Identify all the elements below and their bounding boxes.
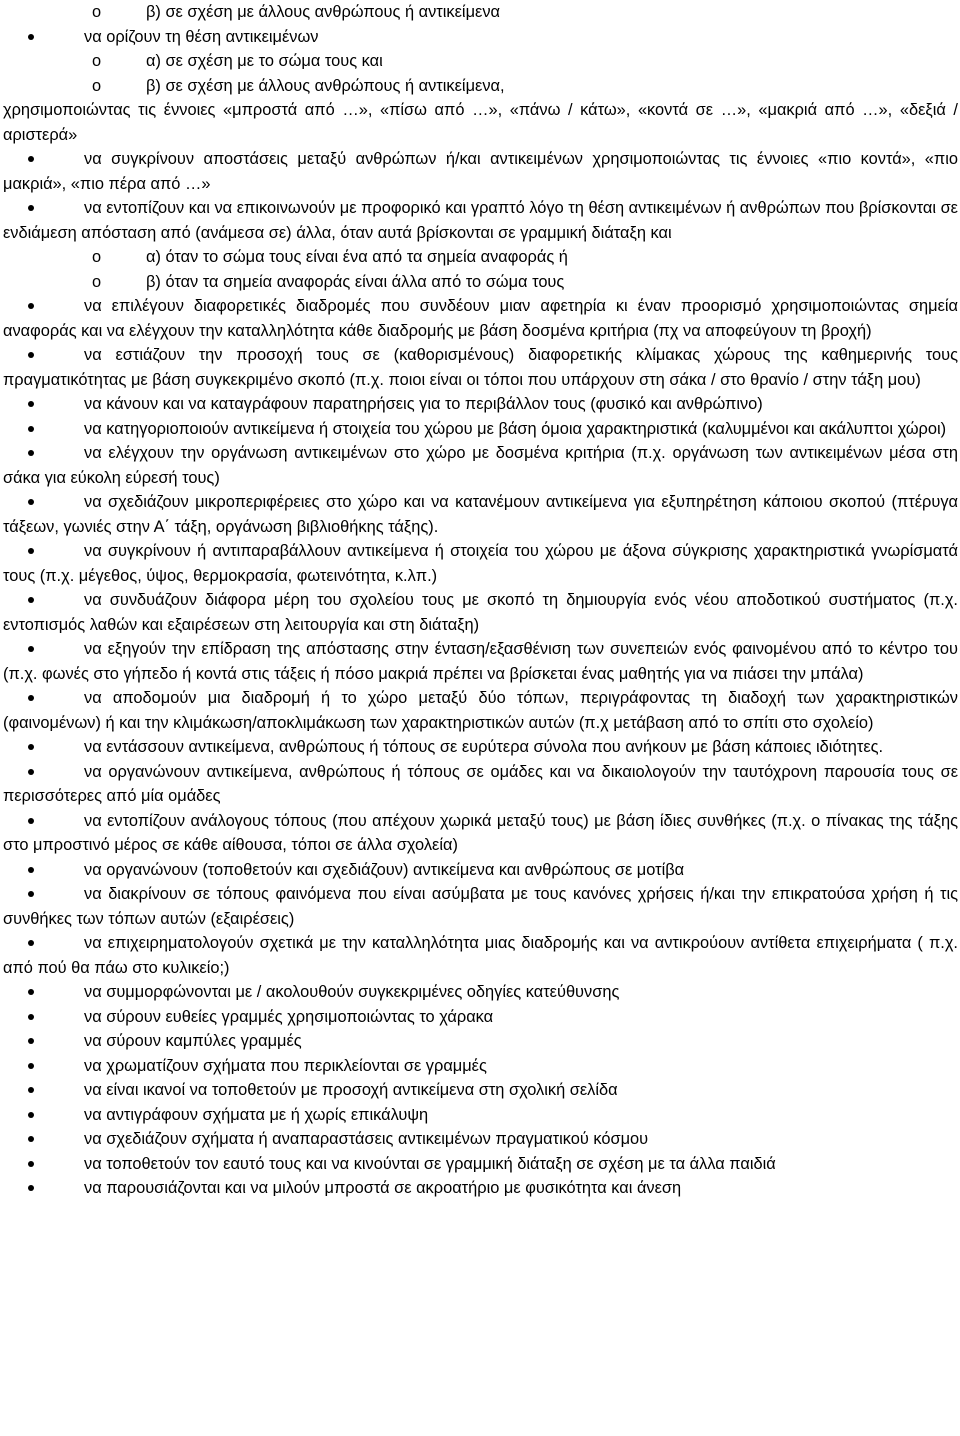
bullet-list-item — [3, 809, 958, 858]
item-text: να εντοπίζουν και να επικοινωνούν με προφορικό και γραπτό λόγο τη θέση αντικειμένων ή ανθρώπων που βρίσκονται σε ενδιάμεση απόσταση από (ανάμεσα σε) άλλα, όταν αυτά βρίσκονται σε γραμμική διάταξη και — [3, 199, 958, 242]
bullet-dot-icon — [28, 1112, 34, 1118]
item-text: να χρωματίζουν σχήματα που περικλείονται σε γραμμές — [84, 1056, 487, 1075]
bullet-dot-icon — [28, 1136, 34, 1142]
item-text: β) όταν τα σημεία αναφοράς είναι άλλα από το σώμα τους — [146, 272, 565, 291]
bullet-dot-icon — [28, 426, 34, 432]
bullet-list-item — [3, 1176, 958, 1201]
bullet-list-item — [3, 1054, 958, 1079]
bullet-dot-icon — [28, 1014, 34, 1020]
item-text: να οργανώνουν αντικείμενα, ανθρώπους ή τόπους σε ομάδες και να δικαιολογούν την ταυτόχρονη παρουσία τους σε περισσότερες από μία ομάδες — [3, 762, 958, 805]
bullet-list-item — [3, 196, 958, 245]
bullet-dot-icon — [28, 450, 34, 456]
item-text: να είναι ικανοί να τοποθετούν με προσοχή αντικείμενα στη σχολική σελίδα — [84, 1081, 618, 1099]
item-text: β) σε σχέση με άλλους ανθρώπους ή αντικείμενα, — [146, 76, 505, 95]
sub-list-item — [3, 270, 958, 295]
item-text: να κάνουν και να καταγράφουν παρατηρήσεις για το περιβάλλον τους (φυσικό και ανθρώπινο) — [84, 395, 763, 413]
bullet-dot-icon — [28, 891, 34, 897]
item-text: να σύρουν ευθείες γραμμές χρησιμοποιώντας το χάρακα — [84, 1007, 494, 1026]
bullet-list-item — [3, 392, 958, 417]
sub-bullet-circle-icon: o — [92, 76, 102, 95]
bullet-list-item — [3, 760, 958, 809]
bullet-dot-icon — [28, 499, 34, 505]
bullet-list-item — [3, 858, 958, 883]
bullet-dot-icon — [28, 401, 34, 407]
bullet-dot-icon — [28, 205, 34, 211]
bullet-dot-icon — [28, 1185, 34, 1191]
bullet-dot-icon — [28, 867, 34, 873]
item-text: να συγκρίνουν ή αντιπαραβάλλουν αντικείμενα ή στοιχεία του χώρου με άξονα σύγκρισης χαρακτηριστικά γνωρίσματά τους (π.χ. μέγεθος, ύψος, θερμοκρασία, φωτεινότητα, κ.λπ.) — [3, 542, 958, 585]
item-text: να σχεδιάζουν σχήματα ή αναπαραστάσεις αντικειμένων πραγματικού κόσμου — [84, 1130, 649, 1148]
bullet-list-item — [3, 1005, 958, 1030]
bullet-list-item — [3, 539, 958, 588]
item-text: να εντοπίζουν ανάλογους τόπους (που απέχουν χωρικά μεταξύ τους) με βάση ίδιες συνθήκες (π.χ. ο πίνακας της τάξης στο μπροστινό μέρος σε κάθε αίθουσα, τόποι σε άλλα σχολεία) — [3, 811, 958, 854]
item-text: να σύρουν καμπύλες γραμμές — [84, 1032, 302, 1050]
bullet-dot-icon — [28, 156, 34, 162]
item-text: να συνδυάζουν διάφορα μέρη του σχολείου τους με σκοπό τη δημιουργία ενός νέου αποδοτικού συστήματος (π.χ. εντοπισμός λαθών και εξαιρέσεων στη λειτουργία και στη διάταξη) — [3, 591, 958, 634]
bullet-list-item — [3, 980, 958, 1005]
item-text: να ελέγχουν την οργάνωση αντικειμένων στο χώρο με δοσμένα κριτήρια (π.χ. οργάνωση των αντικειμένων μέσα στη σάκα για εύκολη εύρεσή τους) — [3, 444, 958, 487]
sub-bullet-circle-icon: o — [92, 248, 102, 266]
document-body — [3, 0, 958, 1201]
item-text: να συγκρίνουν αποστάσεις μεταξύ ανθρώπων ή/και αντικειμένων χρησιμοποιώντας τις έννοιες «πιο κοντά», «πιο μακριά», «πιο πέρα από …» — [3, 150, 958, 193]
item-text: να εξηγούν την επίδραση της απόστασης στην ένταση/εξασθένιση των συνεπειών ενός φαινομένου από το κέντρο του (π.χ. φωνές στο γήπεδο ή κοντά στις τάξεις ή πόσο μακριά πρέπει να βρίσκεται ένας μαθητής για να πιάσει την μπάλα) — [3, 640, 958, 683]
bullet-list-item — [3, 1103, 958, 1128]
item-text: χρησιμοποιώντας τις έννοιες «μπροστά από …», «πίσω από …», «πάνω / κάτω», «κοντά σε …», «μακριά από …», «δεξιά / αριστερά» — [3, 101, 958, 144]
bullet-list-item — [3, 1029, 958, 1054]
sub-list-item — [3, 49, 958, 74]
bullet-dot-icon — [28, 818, 34, 824]
bullet-list-item — [3, 343, 958, 392]
bullet-dot-icon — [28, 548, 34, 554]
bullet-dot-icon — [28, 1087, 34, 1093]
bullet-list-item — [3, 1078, 958, 1103]
sub-bullet-circle-icon: o — [92, 52, 102, 70]
item-text: α) σε σχέση με το σώμα τους και — [146, 52, 383, 70]
item-text: να σχεδιάζουν μικροπεριφέρειες στο χώρο και να κατανέμουν αντικείμενα για εξυπηρέτηση κάποιου σκοπού (πτέρυγα τάξεων, γωνιές στην Α΄ τάξη, οργάνωση βιβλιοθήκης τάξης). — [3, 493, 958, 536]
bullet-dot-icon — [28, 989, 34, 995]
bullet-dot-icon — [28, 646, 34, 652]
bullet-list-item — [3, 441, 958, 490]
item-text: να κατηγοριοποιούν αντικείμενα ή στοιχεία του χώρου με βάση όμοια χαρακτηριστικά (καλυμμένοι και ακάλυπτοι χώροι) — [84, 419, 947, 438]
sub-list-item — [3, 0, 958, 25]
sub-list-item — [3, 74, 958, 99]
item-text: να συμμορφώνονται με / ακολουθούν συγκεκριμένες οδηγίες κατεύθυνσης — [84, 983, 620, 1001]
item-text: να τοποθετούν τον εαυτό τους και να κινούνται σε γραμμική διάταξη σε σχέση με τα άλλα παιδιά — [84, 1154, 776, 1173]
item-text: να διακρίνουν σε τόπους φαινόμενα που είναι ασύμβατα με τους κανόνες χρήσεις ή/και την επικρατούσα χρήση ή τις συνθήκες των τόπων αυτών (εξαιρέσεις) — [3, 885, 958, 928]
bullet-dot-icon — [28, 597, 34, 603]
sub-list-item — [3, 245, 958, 270]
bullet-dot-icon — [28, 1063, 34, 1069]
item-text: να εντάσσουν αντικείμενα, ανθρώπους ή τόπους σε ευρύτερα σύνολα που ανήκουν με βάση κάποιες ιδιότητες. — [84, 738, 884, 756]
bullet-list-item — [3, 588, 958, 637]
bullet-list-item — [3, 490, 958, 539]
item-text: να εστιάζουν την προσοχή τους σε (καθορισμένους) διαφορετικής κλίμακας χώρους της καθημερινής τους πραγματικότητας με βάση συγκεκριμένο σκοπό (π.χ. ποιοι είναι οι τόποι που υπάρχουν στη σάκα / στο θρανίο / στην τάξη μου) — [3, 346, 958, 389]
bullet-list-item — [3, 931, 958, 980]
bullet-list-item — [3, 294, 958, 343]
bullet-dot-icon — [28, 352, 34, 358]
bullet-dot-icon — [28, 34, 34, 40]
bullet-list-item — [3, 735, 958, 760]
sub-bullet-circle-icon: o — [92, 272, 102, 291]
item-text: α) όταν το σώμα τους είναι ένα από τα σημεία αναφοράς ή — [146, 248, 568, 266]
bullet-list-item — [3, 25, 958, 50]
bullet-list-item — [3, 686, 958, 735]
item-text: να ορίζουν τη θέση αντικειμένων — [84, 27, 319, 46]
bullet-list-item — [3, 1152, 958, 1177]
bullet-dot-icon — [28, 1161, 34, 1167]
bullet-dot-icon — [28, 940, 34, 946]
item-text: να αποδομούν μια διαδρομή ή το χώρο μεταξύ δύο τόπων, περιγράφοντας τη διαδοχή των χαρακτηριστικών (φαινομένων) ή και την κλιμάκωση/αποκλιμάκωση των χαρακτηριστικών αυτών (π.χ μετάβαση από το σπίτι στο σχολείο) — [3, 689, 958, 732]
item-text: να παρουσιάζονται και να μιλούν μπροστά σε ακροατήριο με φυσικότητα και άνεση — [84, 1179, 682, 1197]
bullet-list-item — [3, 882, 958, 931]
bullet-dot-icon — [28, 695, 34, 701]
item-text: να αντιγράφουν σχήματα με ή χωρίς επικάλυψη — [84, 1105, 429, 1124]
bullet-dot-icon — [28, 303, 34, 309]
bullet-list-item — [3, 1127, 958, 1152]
paragraph-continuation — [3, 98, 958, 147]
bullet-list-item — [3, 637, 958, 686]
sub-bullet-circle-icon: o — [92, 3, 102, 21]
item-text: να οργανώνουν (τοποθετούν και σχεδιάζουν) αντικείμενα και ανθρώπους σε μοτίβα — [84, 860, 685, 879]
item-text: να επιλέγουν διαφορετικές διαδρομές που συνδέουν μιαν αφετηρία κι έναν προορισμό χρησιμοποιώντας σημεία αναφοράς και να ελέγχουν την καταλληλότητα κάθε διαδρομής με βάση δοσμένα κριτήρια (πχ να αποφεύγουν τη βροχή) — [3, 297, 958, 340]
bullet-dot-icon — [28, 744, 34, 750]
bullet-list-item — [3, 147, 958, 196]
bullet-list-item — [3, 417, 958, 442]
bullet-dot-icon — [28, 1038, 34, 1044]
item-text: β) σε σχέση με άλλους ανθρώπους ή αντικείμενα — [146, 3, 500, 21]
bullet-dot-icon — [28, 769, 34, 775]
item-text: να επιχειρηματολογούν σχετικά με την καταλληλότητα μιας διαδρομής και να αντικρούουν αντίθετα επιχειρήματα ( π.χ. από πού θα πάω στο κυλικείο;) — [3, 934, 958, 977]
